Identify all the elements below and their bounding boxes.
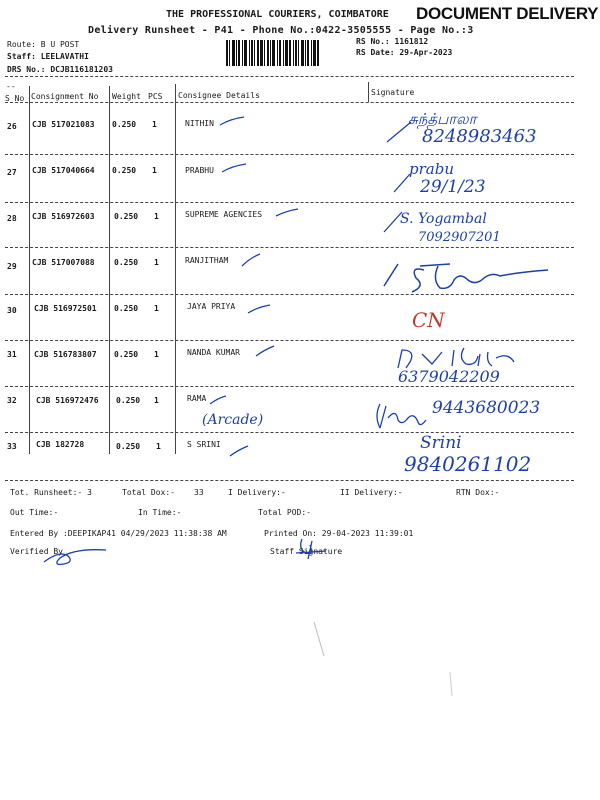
tot-runsheet: Tot. Runsheet:- 3 [10,488,92,497]
col-signature: Signature [371,88,415,97]
signature-date: 29/1/23 [420,177,486,197]
entered-by: Entered By :DEEPIKAP41 04/29/2023 11:38:38 AM [10,529,227,538]
signature-scribble [380,256,560,298]
total-pod: Total POD:- [258,508,311,517]
signature-initials: CN [412,308,445,332]
row-sno: 29 [7,262,17,271]
col-consignment: Consignment No [31,92,99,101]
verified-by: Verified By [10,547,63,556]
drs-number: DRS No.: DCJB116181203 [7,65,113,74]
row-consignment: CJB 517040664 [32,166,95,175]
row-consignment: CJB 182728 [36,440,85,449]
signature-name: S. Yogambal [400,211,487,227]
in-time: In Time:- [138,508,182,517]
row-weight: 0.250 [114,212,139,221]
row-sno: 33 [7,442,17,451]
verifier-signature-scribble [40,540,110,570]
row-consignment: CJB 516783807 [34,350,97,359]
company-name: THE PROFESSIONAL COURIERS, COIMBATORE [166,9,389,20]
row-pcs: 1 [152,120,157,129]
total-dox-label: Total Dox:- [122,488,175,497]
row-sno: 28 [7,214,17,223]
row-sno: 31 [7,350,17,359]
col-sno: S No [5,94,25,103]
row-sno: 26 [7,122,17,131]
signature-phone: 9443680023 [432,398,541,418]
row-pcs: 1 [154,212,159,221]
rs-date: RS Date: 29-Apr-2023 [356,48,453,57]
row-consignee: PRABHU [185,166,214,175]
row-consignment: CJB 517007088 [32,258,95,267]
header-divider [5,76,574,77]
staff-signature: Staff Signature [270,547,343,556]
row-weight: 0.250 [114,304,139,313]
row-pcs: 1 [154,396,159,405]
row-weight: 0.250 [116,396,141,405]
rtn-dox: RTN Dox:- [456,488,500,497]
out-time: Out Time:- [10,508,59,517]
staff-signature-scribble [292,535,332,561]
row-consignee: NANDA KUMAR [187,348,240,357]
tick-mark-icon [246,303,274,315]
row-pcs: 1 [156,442,161,451]
document-delivery-stamp: DOCUMENT DELIVERY [416,4,599,23]
printed-on: Printed On: 29-04-2023 11:39:01 [264,529,414,538]
row-consignee: NITHIN [185,119,214,128]
signature-name: சுந்த்பாலா [408,110,477,128]
row-consignee: SUPREME AGENCIES [185,210,263,219]
signature-name: Srini [420,433,462,453]
row-consignee: S SRINI [187,440,221,449]
row-weight: 0.250 [112,166,137,175]
signature-phone: 8248983463 [422,126,537,147]
row-consignee: JAYA PRIYA [187,302,236,311]
signature-phone: 7092907201 [418,230,501,245]
col-weight: Weight [112,92,141,101]
route-label: Route: B U POST [7,40,80,49]
row-consignment: CJB 517021083 [32,120,95,129]
row-consignment: CJB 516972603 [32,212,95,221]
signature-scribble [372,398,428,434]
tick-mark-icon [254,344,278,358]
row-consignee: RAMA [187,394,207,403]
row-pcs: 1 [154,350,159,359]
row-weight: 0.250 [116,442,141,451]
row-consignee: RANJITHAM [185,256,229,265]
consignee-note: (Arcade) [202,412,264,428]
signature-phone: 6379042209 [398,367,500,386]
row-pcs: 1 [154,258,159,267]
row-weight: 0.250 [114,350,139,359]
tick-mark-icon [218,115,248,129]
rs-number: RS No.: 1161812 [356,37,429,46]
row-sno: 27 [7,168,17,177]
staff-label: Staff: LEELAVATHI [7,52,89,61]
tick-mark-icon [240,252,264,268]
tick-mark-icon [228,444,252,458]
signature-name: prabu [409,160,454,178]
col-consignee: Consignee Details [178,91,260,100]
row-pcs: 1 [152,166,157,175]
signature-phone: 9840261102 [404,452,532,476]
row-consignment: CJB 516972476 [36,396,99,405]
col-pcs: PCS [148,92,163,101]
total-dox-value: 33 [194,488,204,497]
row-weight: 0.250 [112,120,137,129]
row-sno: 32 [7,396,17,405]
row-pcs: 1 [154,304,159,313]
row-weight: 0.250 [114,258,139,267]
tick-mark-icon [220,162,250,176]
scan-mark [310,620,330,660]
tick-mark-icon [274,207,302,219]
tick-mark-icon [208,394,230,406]
row-sno: 30 [7,306,17,315]
i-delivery: I Delivery:- [228,488,286,497]
ii-delivery: II Delivery:- [340,488,403,497]
table-header-divider [5,102,574,103]
scan-mark [440,670,460,700]
row-consignment: CJB 516972501 [34,304,97,313]
barcode [226,40,350,66]
runsheet-title: Delivery Runsheet - P41 - Phone No.:0422-3505555 - Page No.:3 [88,25,474,36]
